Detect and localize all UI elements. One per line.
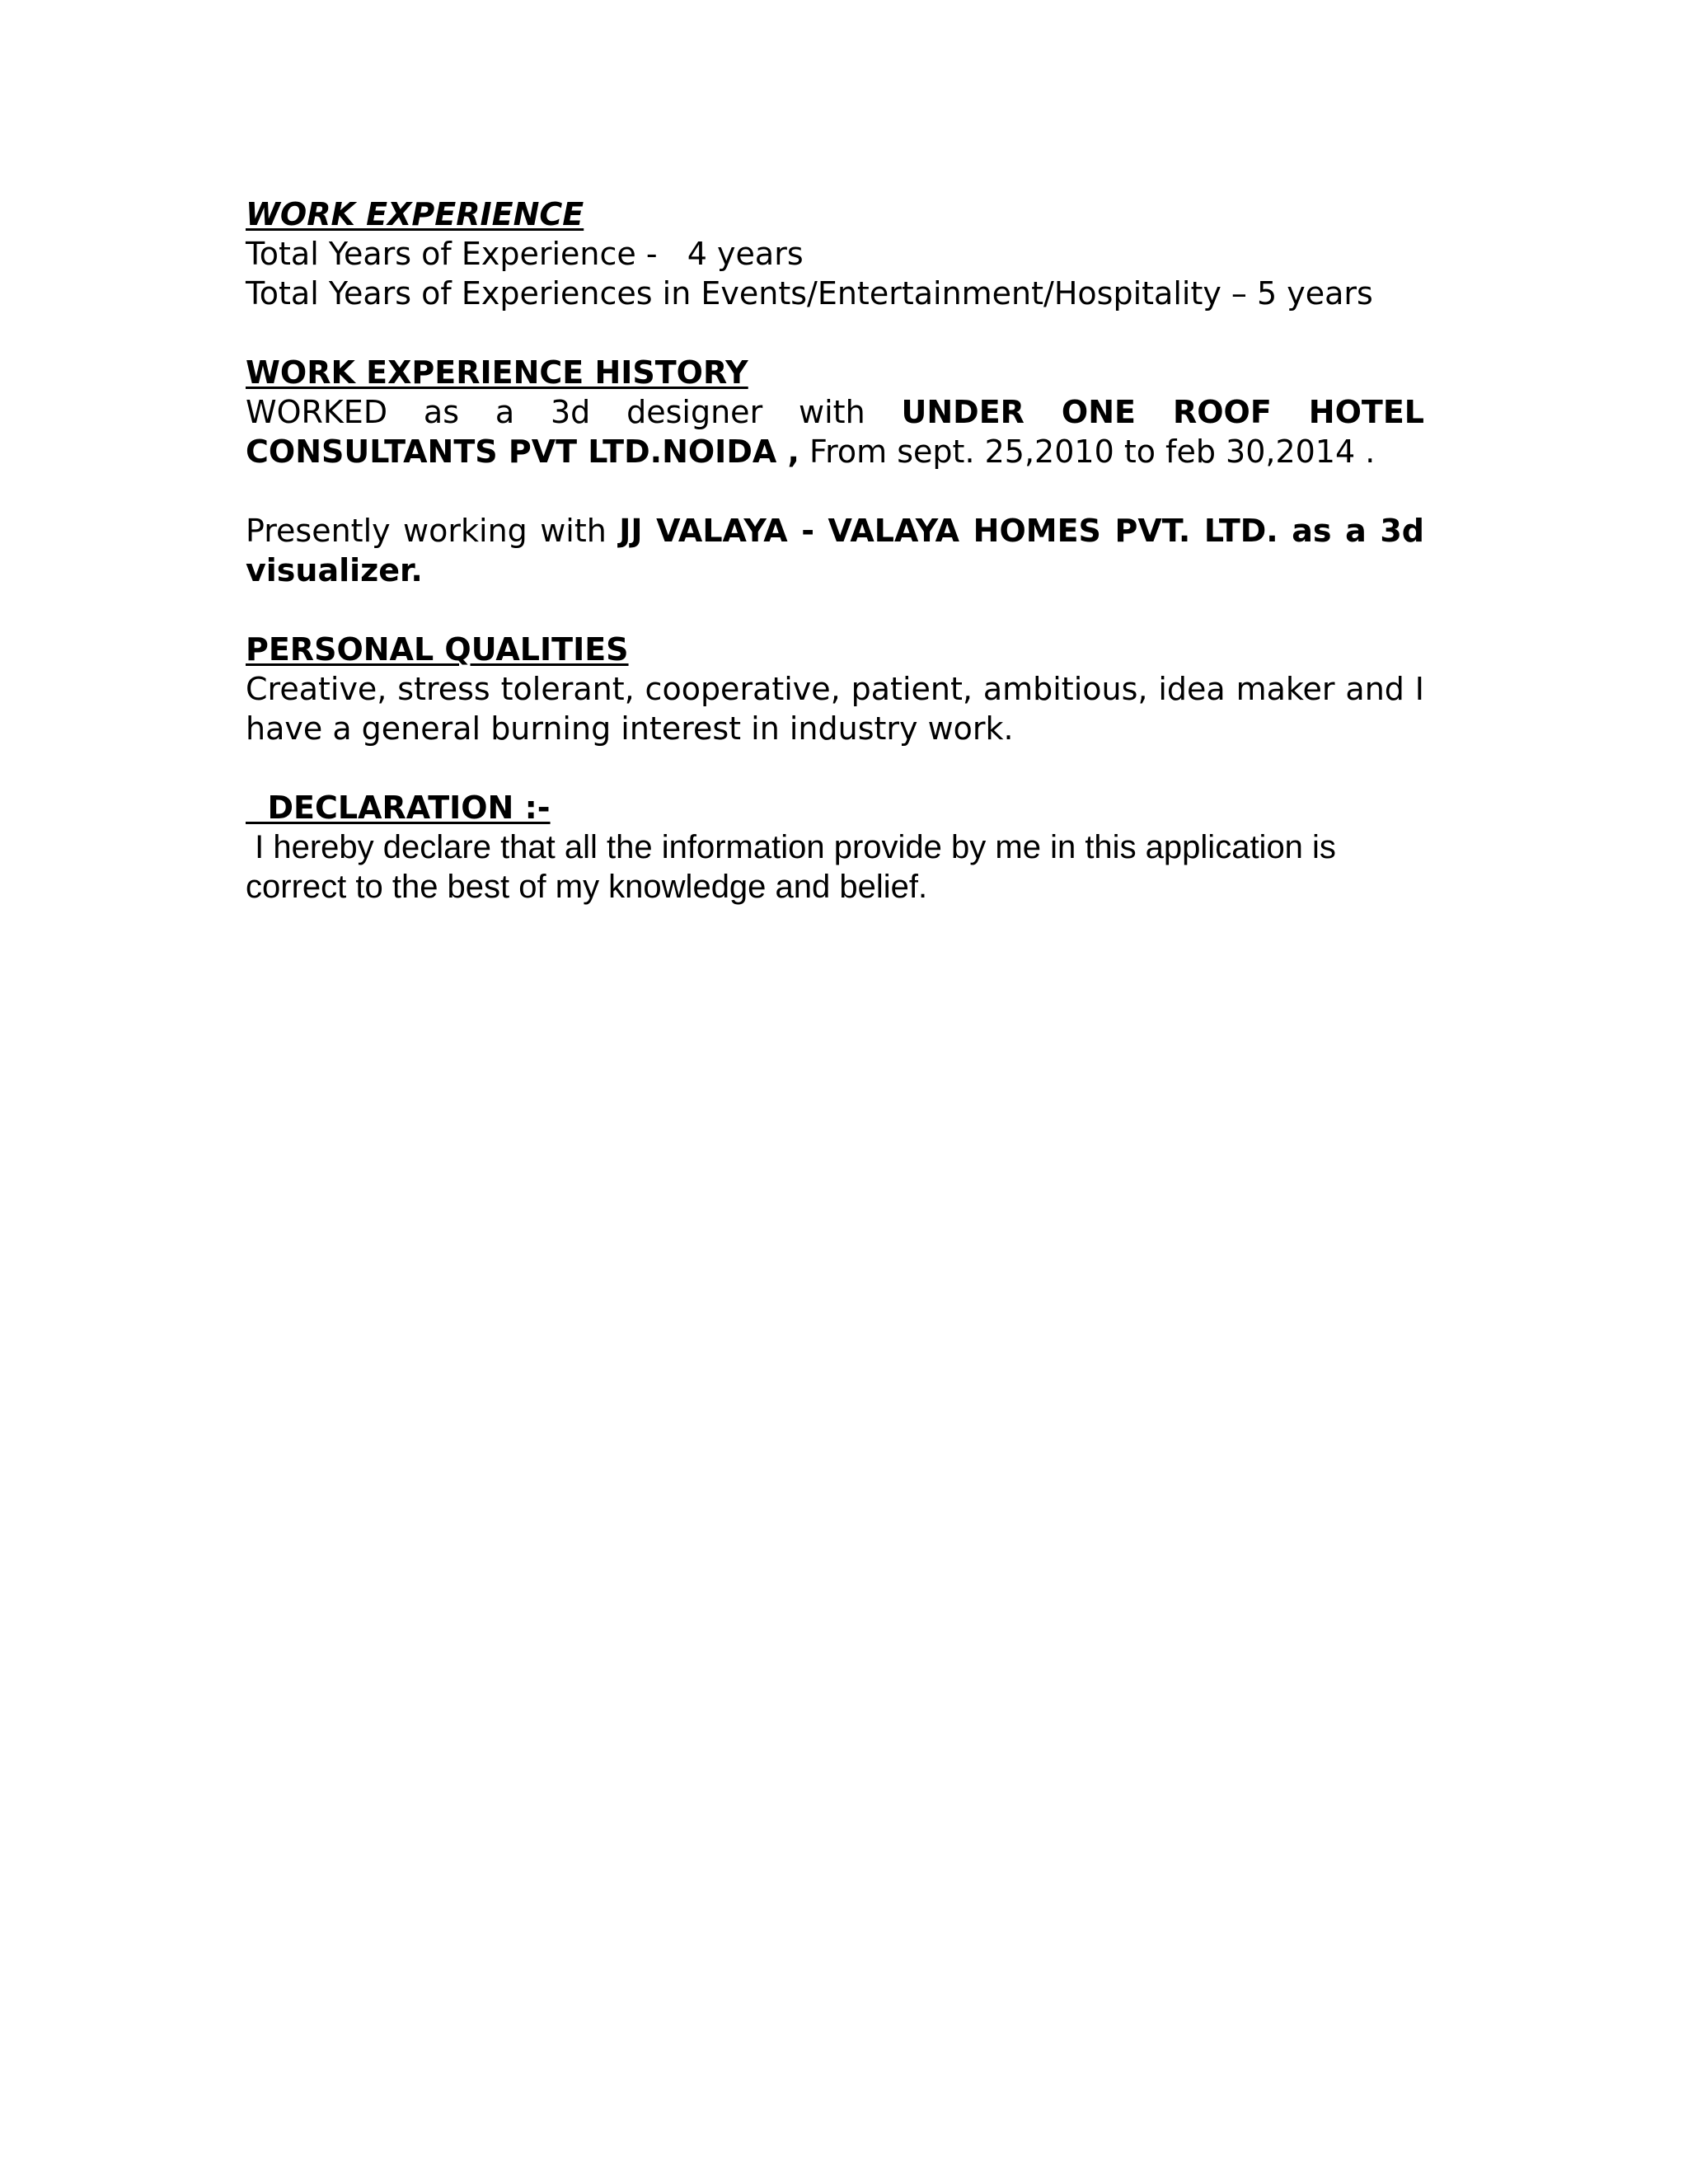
personal-qualities-text: Creative, stress tolerant, cooperative, patient, ambitious, idea maker and I have a general burning interest in industry work. — [246, 671, 1424, 747]
total-years-line: Total Years of Experience - 4 years — [246, 236, 804, 272]
events-years-line: Total Years of Experiences in Events/Entertainment/Hospitality – 5 years — [246, 275, 1373, 312]
resume-page — [246, 194, 1424, 907]
present-prefix: Presently working with — [246, 513, 620, 549]
worked-paragraph — [246, 392, 1424, 471]
present-company: JJ VALAYA - VALAYA HOMES PVT. LTD. as a 3d visualizer. — [246, 513, 1424, 588]
worked-suffix: From sept. 25,2010 to feb 30,2014 . — [799, 434, 1376, 470]
declaration-line-1: I hereby declare that all the information provide by me in this application is — [246, 829, 1336, 865]
present-paragraph — [246, 511, 1424, 590]
work-experience-heading: WORK EXPERIENCE — [246, 196, 584, 232]
spacer — [246, 471, 1424, 511]
worked-company: UNDER ONE ROOF HOTEL CONSULTANTS PVT LTD.NOIDA , — [246, 394, 1424, 470]
work-history-heading: WORK EXPERIENCE HISTORY — [246, 354, 748, 391]
spacer — [246, 313, 1424, 353]
worked-prefix: WORKED as a 3d designer with — [246, 394, 902, 430]
spacer — [246, 590, 1424, 630]
spacer — [246, 748, 1424, 788]
declaration-line-2: correct to the best of my knowledge and belief. — [246, 869, 928, 905]
personal-qualities-heading: PERSONAL QUALITIES — [246, 631, 629, 668]
declaration-heading: DECLARATION :- — [246, 790, 551, 826]
